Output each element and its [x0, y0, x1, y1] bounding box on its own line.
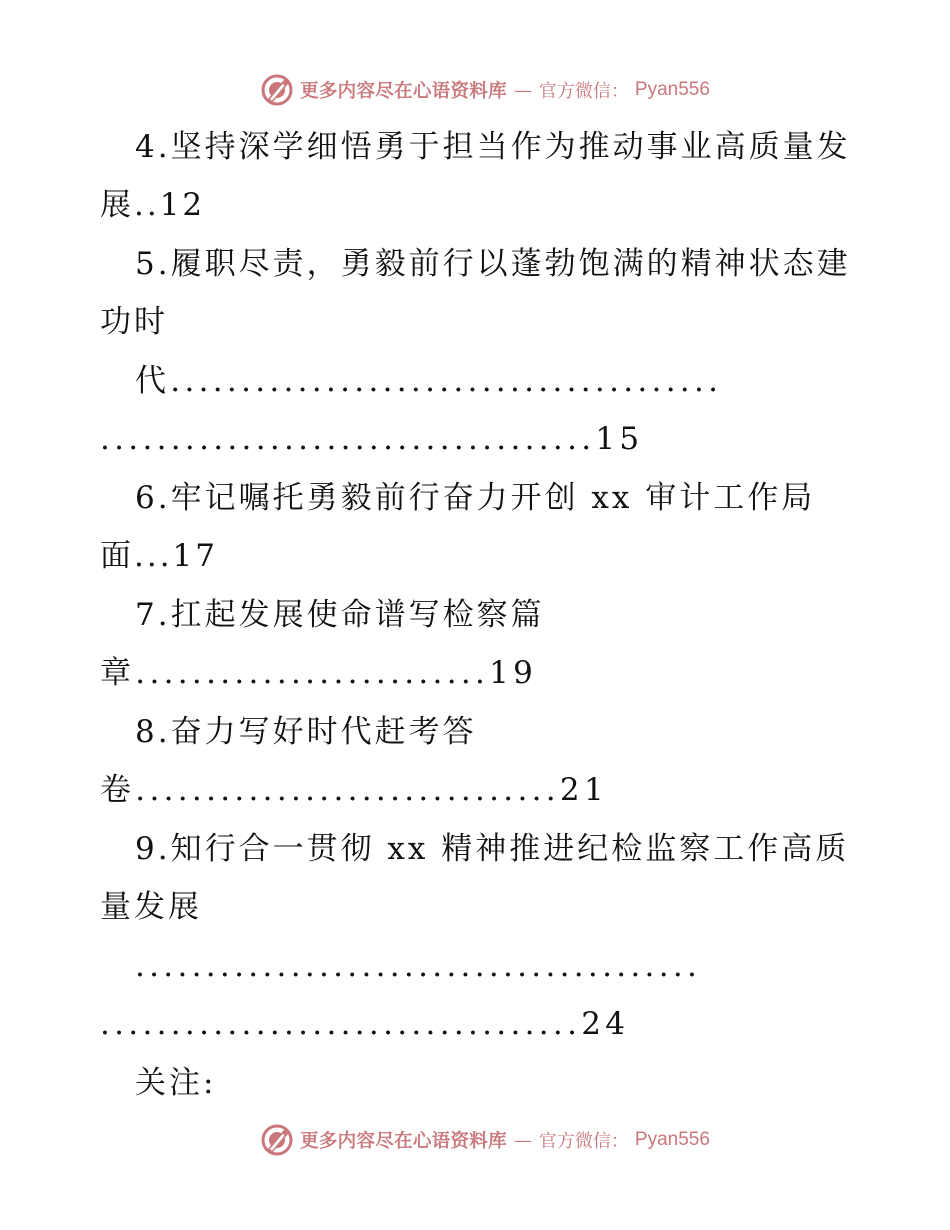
watermark-id: Pyan556 — [634, 79, 710, 100]
watermark-main-text: 更多内容尽在心语资料库 — [300, 1131, 507, 1152]
toc-item-9-line1: 9.知行合一贯彻 xx 精神推进纪检监察工作高质 — [135, 831, 850, 867]
toc-item-9-line2: 量发展 — [100, 889, 202, 925]
toc-item-6-line2: 面...17 — [100, 538, 219, 574]
watermark-banner-bottom — [0, 1120, 950, 1160]
logo-icon — [260, 1123, 294, 1157]
toc-item-7-line2: 章.........................19 — [100, 655, 538, 691]
watermark-id: Pyan556 — [634, 1129, 710, 1150]
toc-item-5-line4: ...................................15 — [100, 421, 644, 457]
toc-item-4-line1: 4.坚持深学细悟勇于担当作为推动事业高质量发 — [135, 129, 851, 165]
watermark-sub-text: 官方微信： — [538, 1131, 629, 1152]
toc-item-7-line1: 7.扛起发展使命谱写检察篇 — [135, 597, 545, 633]
watermark-main-text: 更多内容尽在心语资料库 — [300, 81, 507, 102]
follow-label: 关注: — [135, 1065, 217, 1101]
toc-item-8-line2: 卷..............................21 — [100, 772, 608, 808]
logo-icon — [260, 73, 294, 107]
toc-item-5-line3: 代....................................... — [135, 363, 723, 399]
watermark-dash: — — [513, 1129, 532, 1151]
watermark-banner-top — [0, 70, 950, 110]
toc-item-5-line2: 功时 — [100, 304, 168, 340]
toc-item-8-line1: 8.奋力写好时代赶考答 — [135, 714, 477, 750]
toc-item-5-line1: 5.履职尽责，勇毅前行以蓬勃饱满的精神状态建 — [135, 246, 851, 282]
watermark-sub-text: 官方微信： — [538, 81, 629, 102]
toc-item-4-line2: 展..12 — [100, 187, 206, 223]
toc-item-9-line4: ..................................24 — [100, 1006, 630, 1042]
watermark-dash: — — [513, 79, 532, 101]
toc-item-9-line3: ........................................ — [135, 948, 702, 984]
toc-item-6-line1: 6.牢记嘱托勇毅前行奋力开创 xx 审计工作局 — [135, 480, 816, 516]
